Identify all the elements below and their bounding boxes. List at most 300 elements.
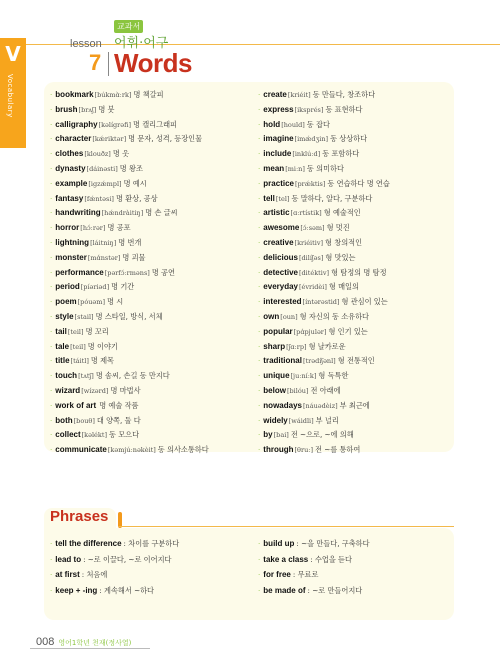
word-meaning: 부 널리 <box>315 415 339 425</box>
word-pronunciation: [hould] <box>281 120 305 129</box>
word-entry <box>50 414 250 429</box>
word-term: communicate <box>55 445 107 455</box>
word-pronunciation: [íntərəstid] <box>302 298 340 307</box>
bullet-icon: · <box>50 554 53 564</box>
word-entry <box>50 88 250 103</box>
bullet-icon: · <box>50 430 53 440</box>
word-meaning: 형 매일의 <box>328 282 359 292</box>
bullet-icon: · <box>258 149 261 159</box>
word-term: tail <box>55 326 67 336</box>
bullet-icon: · <box>50 208 53 218</box>
word-entry <box>258 132 452 147</box>
word-meaning: 동 의미하다 <box>306 163 344 173</box>
word-meaning: 전 아래에 <box>310 385 341 395</box>
word-meaning: 명 환상, 공상 <box>115 193 158 203</box>
word-entry <box>258 354 452 369</box>
word-meaning: 명 스타일, 방식, 서체 <box>95 311 163 321</box>
word-entry <box>50 103 250 118</box>
word-term: by <box>263 430 273 440</box>
phrase-term: build up <box>263 539 295 548</box>
bullet-icon: · <box>50 356 53 366</box>
word-meaning: 명 붓 <box>98 104 115 114</box>
word-meaning: 명 옷 <box>112 149 130 159</box>
word-entry <box>258 369 452 384</box>
phrase-meaning: : 무료로 <box>292 570 319 579</box>
word-meaning: 형 인기 있는 <box>328 326 368 336</box>
bullet-icon: · <box>50 415 53 425</box>
bullet-icon: · <box>50 282 53 292</box>
bullet-icon: · <box>50 90 53 99</box>
word-meaning: 명 책갈피 <box>133 90 164 99</box>
bullet-icon: · <box>258 282 261 292</box>
word-meaning: 동 말하다, 알다, 구분하다 <box>291 193 373 203</box>
word-term: collect <box>55 430 81 440</box>
word-pronunciation: [trədíʃənl] <box>302 357 336 366</box>
word-entry <box>50 236 250 251</box>
word-pronunciation: [ɑːrtístik] <box>290 209 322 218</box>
word-meaning: 명 손 글씨 <box>145 208 178 218</box>
word-pronunciation: [náuədèiz] <box>302 401 338 410</box>
bullet-icon: · <box>50 311 53 321</box>
word-pronunciation: [kəlígrəfi] <box>98 120 132 129</box>
bullet-icon: · <box>258 311 261 321</box>
bullet-icon: · <box>258 90 261 99</box>
bullet-icon: · <box>258 297 261 307</box>
word-entry <box>258 443 452 458</box>
page-title: Words <box>114 48 192 78</box>
word-pronunciation: [póuəm] <box>77 298 105 307</box>
word-entry <box>258 162 452 177</box>
word-entry <box>50 251 250 266</box>
word-meaning: 명 괴물 <box>122 252 146 262</box>
word-meaning: 명 마법사 <box>110 385 141 395</box>
word-pronunciation: [dáinəsti] <box>86 164 118 173</box>
word-entry <box>50 325 250 340</box>
word-pronunciation: [láitniŋ] <box>90 238 117 247</box>
word-meaning: 대 양쪽, 둘 다 <box>96 415 141 425</box>
word-term: through <box>263 445 294 455</box>
bullet-icon: · <box>258 371 261 381</box>
word-term: own <box>263 311 280 321</box>
word-entry <box>50 147 250 162</box>
bullet-icon: · <box>50 104 53 114</box>
word-meaning: 명 기간 <box>111 282 135 292</box>
word-pronunciation: [iksprés] <box>294 105 324 114</box>
word-meaning: 형 창의적인 <box>325 237 363 247</box>
bullet-icon: · <box>50 371 53 381</box>
bullet-icon: · <box>258 267 261 277</box>
word-term: popular <box>263 326 293 336</box>
word-pronunciation: [fǽntəsi] <box>84 194 114 203</box>
bullet-icon: · <box>50 163 53 173</box>
word-pronunciation: [igzǽmpl] <box>88 179 122 188</box>
tab-letter: V <box>5 42 21 66</box>
word-entry <box>258 251 452 266</box>
word-pronunciation: [klouðz] <box>84 150 111 159</box>
word-pronunciation: [brʌʃ] <box>78 105 97 114</box>
bullet-icon: · <box>50 223 53 233</box>
word-term: artistic <box>263 208 290 218</box>
word-pronunciation: [kǽriktər] <box>92 135 127 144</box>
phrase-entry <box>50 567 250 583</box>
word-term: detective <box>263 267 298 277</box>
word-entry <box>258 266 452 281</box>
word-entry <box>50 221 250 236</box>
bullet-icon: · <box>258 208 261 218</box>
word-entry <box>258 236 452 251</box>
textbook-badge: 교과서 <box>114 20 143 33</box>
word-meaning: 동 만들다, 창조하다 <box>312 90 376 99</box>
bullet-icon: · <box>50 570 53 579</box>
word-pronunciation: [oun] <box>280 312 298 321</box>
word-pronunciation: [juːníːk] <box>290 372 317 381</box>
word-term: monster <box>55 252 87 262</box>
word-term: below <box>263 385 286 395</box>
bullet-icon: · <box>258 237 261 247</box>
word-meaning: 명 공포 <box>107 223 131 233</box>
word-entry <box>50 369 250 384</box>
word-meaning: 형 자신의 동 소유하다 <box>299 311 369 321</box>
word-meaning: 명 시 <box>106 297 124 307</box>
word-meaning: 명 번개 <box>118 237 142 247</box>
word-pronunciation: [prǽktis] <box>294 179 326 188</box>
word-term: touch <box>55 371 78 381</box>
word-meaning: 명 솜씨, 손길 동 만지다 <box>95 371 170 381</box>
phrase-term: keep + -ing <box>55 585 98 595</box>
page-footer <box>36 636 131 648</box>
word-pronunciation: [tʌtʃ] <box>78 372 94 381</box>
phrase-term: tell the difference <box>55 539 122 548</box>
word-entry <box>258 414 452 429</box>
bullet-icon: · <box>50 134 53 144</box>
word-entry <box>50 177 250 192</box>
word-term: hold <box>263 119 281 129</box>
word-meaning: 형 관심이 있는 <box>341 297 388 307</box>
word-pronunciation: [táitl] <box>70 357 89 366</box>
phrase-entry <box>258 567 452 583</box>
bullet-icon: · <box>50 193 53 203</box>
bullet-icon: · <box>258 119 261 129</box>
bullet-icon: · <box>258 178 261 188</box>
words-panel <box>44 82 454 455</box>
word-term: practice <box>263 178 294 188</box>
bullet-icon: · <box>50 119 53 129</box>
phrase-meaning: : 계속해서 ~하다 <box>99 585 154 595</box>
word-pronunciation: [inklúːd] <box>292 150 321 159</box>
bullet-icon: · <box>50 445 53 455</box>
bullet-icon: · <box>50 149 53 159</box>
word-entry <box>258 399 452 414</box>
word-meaning: 명 제목 <box>90 356 114 366</box>
word-meaning: 명 문자, 성격, 등장인물 <box>128 134 203 144</box>
bullet-icon: · <box>258 193 261 203</box>
bullet-icon: · <box>258 400 261 410</box>
word-meaning: 형 탐정의 명 탐정 <box>331 267 387 277</box>
word-term: wizard <box>55 385 81 395</box>
word-term: character <box>55 134 92 144</box>
word-term: sharp <box>263 341 286 351</box>
word-meaning: 명 예술 작품 <box>99 400 139 410</box>
bullet-icon: · <box>258 326 261 336</box>
bullet-icon: · <box>50 585 53 595</box>
word-pronunciation: [bouθ] <box>73 416 95 425</box>
word-entry <box>50 295 250 310</box>
bullet-icon: · <box>258 341 261 351</box>
word-pronunciation: [wáidli] <box>288 416 314 425</box>
word-entry <box>258 295 452 310</box>
word-meaning: 명 왕조 <box>119 163 143 173</box>
bullet-icon: · <box>258 104 261 114</box>
word-term: title <box>55 356 70 366</box>
word-entry <box>258 103 452 118</box>
word-term: style <box>55 311 74 321</box>
word-pronunciation: [teil] <box>67 327 84 336</box>
word-term: period <box>55 282 80 292</box>
word-term: horror <box>55 223 80 233</box>
bullet-icon: · <box>258 385 261 395</box>
word-meaning: 명 예시 <box>123 178 147 188</box>
word-pronunciation: [wízərd] <box>81 386 109 395</box>
word-meaning: 형 날카로운 <box>308 341 346 351</box>
word-entry <box>258 177 452 192</box>
word-term: delicious <box>263 252 298 262</box>
word-entry <box>50 443 250 458</box>
phrase-entry <box>50 536 250 552</box>
word-meaning: 전 ~으로, ~에 의해 <box>290 430 354 440</box>
word-term: lightning <box>55 237 90 247</box>
word-pronunciation: [θruː] <box>294 446 313 455</box>
word-pronunciation: [ɔ́ːsəm] <box>300 224 325 233</box>
word-meaning: 전 ~를 통하여 <box>314 445 361 455</box>
phrase-term: at first <box>55 570 80 579</box>
word-meaning: 형 예술적인 <box>323 208 361 218</box>
word-term: create <box>263 90 287 99</box>
word-term: poem <box>55 297 77 307</box>
word-meaning: 동 포함하다 <box>322 149 360 159</box>
word-entry <box>50 280 250 295</box>
phrase-term: be made of <box>263 585 306 595</box>
word-term: tell <box>263 193 275 203</box>
word-term: fantasy <box>55 193 84 203</box>
word-entry <box>50 132 250 147</box>
phrases-rule <box>118 526 454 527</box>
word-meaning: 명 공연 <box>151 267 175 277</box>
word-entry <box>50 192 250 207</box>
bullet-icon: · <box>50 178 53 188</box>
word-term: handwriting <box>55 208 101 218</box>
word-meaning: 형 맛있는 <box>325 252 356 262</box>
bullet-icon: · <box>258 252 261 262</box>
word-meaning: 동 상상하다 <box>330 134 368 144</box>
bullet-icon: · <box>50 400 53 410</box>
word-pronunciation: [kəlékt] <box>81 431 107 440</box>
phrases-left-column <box>50 536 250 598</box>
word-entry <box>50 340 250 355</box>
header-divider <box>108 52 109 76</box>
word-term: calligraphy <box>55 119 98 129</box>
word-entry <box>50 310 250 325</box>
word-entry <box>50 162 250 177</box>
word-meaning: 부 최근에 <box>339 400 370 410</box>
word-meaning: 동 잡다 <box>306 119 330 129</box>
word-pronunciation: [bilóu] <box>286 386 309 395</box>
bullet-icon: · <box>50 267 53 277</box>
tab-text: Vocabulary <box>6 74 14 118</box>
word-pronunciation: [hɔ́ːrər] <box>80 224 106 233</box>
word-entry <box>50 384 250 399</box>
lesson-number: 7 <box>89 50 102 75</box>
word-term: interested <box>263 297 302 307</box>
word-pronunciation: [imǽdʒin] <box>294 135 329 144</box>
word-term: creative <box>263 237 294 247</box>
footer-rule <box>30 648 150 649</box>
word-pronunciation: [pərfɔ́ːrməns] <box>104 268 150 277</box>
phrase-entry <box>50 583 250 599</box>
word-term: bookmark <box>55 90 94 99</box>
word-pronunciation: [kəmjúːnəkèit] <box>107 446 156 455</box>
word-meaning: 명 꼬리 <box>85 326 109 336</box>
word-pronunciation: [píəriəd] <box>80 283 110 292</box>
phrase-entry <box>258 536 452 552</box>
word-pronunciation: [pɑ́pjulər] <box>293 327 327 336</box>
word-pronunciation: [stail] <box>74 312 94 321</box>
word-pronunciation: [miːn] <box>285 164 305 173</box>
word-entry <box>258 221 452 236</box>
word-term: unique <box>263 371 290 381</box>
word-meaning: 동 연습하다 명 연습 <box>327 178 390 188</box>
word-meaning: 형 독특한 <box>318 371 349 381</box>
phrase-entry <box>258 583 452 599</box>
bullet-icon: · <box>258 445 261 455</box>
word-pronunciation: [hǽndràitiŋ] <box>101 209 144 218</box>
word-entry <box>258 325 452 340</box>
word-entry <box>50 266 250 281</box>
bullet-icon: · <box>258 430 261 440</box>
word-pronunciation: [bai] <box>273 431 289 440</box>
bullet-icon: · <box>258 539 261 548</box>
word-entry <box>50 399 250 414</box>
word-entry <box>258 384 452 399</box>
word-term: include <box>263 149 292 159</box>
word-entry <box>258 192 452 207</box>
word-term: imagine <box>263 134 294 144</box>
phrase-meaning: : 수업을 듣다 <box>310 554 352 564</box>
phrase-term: lead to <box>55 554 82 564</box>
word-pronunciation: [teil] <box>70 342 86 351</box>
word-term: awesome <box>263 223 300 233</box>
word-pronunciation: [ʃɑːrp] <box>286 342 307 351</box>
word-meaning: 형 전통적인 <box>337 356 375 366</box>
word-meaning: 동 의사소통하다 <box>157 445 209 455</box>
word-entry <box>258 206 452 221</box>
vocabulary-side-tab <box>0 38 26 148</box>
word-entry <box>50 206 250 221</box>
bullet-icon: · <box>258 570 261 579</box>
bullet-icon: · <box>50 385 53 395</box>
word-term: clothes <box>55 149 84 159</box>
word-term: everyday <box>263 282 298 292</box>
phrases-panel <box>44 528 454 620</box>
words-left-column <box>50 88 250 458</box>
word-entry <box>258 118 452 133</box>
phrase-term: for free <box>263 570 291 579</box>
footer-brand: 영어1학년 천재(정사열) <box>58 639 132 647</box>
word-term: brush <box>55 104 78 114</box>
word-entry <box>258 340 452 355</box>
words-right-column <box>258 88 452 458</box>
phrases-right-column <box>258 536 452 598</box>
word-entry <box>258 310 452 325</box>
word-entry <box>50 428 250 443</box>
bullet-icon: · <box>50 341 53 351</box>
word-term: mean <box>263 163 285 173</box>
word-term: traditional <box>263 356 302 366</box>
word-entry <box>258 280 452 295</box>
phrase-entry <box>50 552 250 568</box>
word-pronunciation: [mɑ́nstər] <box>87 253 121 262</box>
word-term: example <box>55 178 88 188</box>
phrase-meaning: : ~로 만들어지다 <box>307 585 363 595</box>
bullet-icon: · <box>258 415 261 425</box>
word-meaning: 명 캘리그래피 <box>133 119 177 129</box>
lesson-label: lesson <box>70 38 102 50</box>
bullet-icon: · <box>50 297 53 307</box>
phrase-meaning: : 차이를 구분하다 <box>123 539 180 548</box>
word-meaning: 명 이야기 <box>87 341 118 351</box>
phrase-meaning: : 처음에 <box>81 570 108 579</box>
word-entry <box>50 118 250 133</box>
phrase-entry <box>258 552 452 568</box>
phrase-meaning: : ~을 만들다, 구축하다 <box>296 539 370 548</box>
word-meaning: 동 표현하다 <box>325 104 363 114</box>
word-entry <box>258 428 452 443</box>
word-meaning: 형 멋진 <box>326 223 350 233</box>
bullet-icon: · <box>258 554 261 564</box>
word-pronunciation: [búkmɑ̀ːrk] <box>94 91 132 99</box>
word-term: dynasty <box>55 163 86 173</box>
bullet-icon: · <box>50 237 53 247</box>
word-term: widely <box>263 415 288 425</box>
phrase-meaning: : ~로 이끌다, ~로 이어지다 <box>83 554 172 564</box>
phrase-term: take a class <box>263 554 309 564</box>
word-term: both <box>55 415 73 425</box>
word-entry <box>258 88 452 103</box>
word-term: express <box>263 104 294 114</box>
page-number: 008 <box>36 636 55 648</box>
bullet-icon: · <box>258 585 261 595</box>
word-entry <box>50 354 250 369</box>
word-pronunciation: [tel] <box>275 194 290 203</box>
phrases-title: Phrases <box>50 508 109 525</box>
word-term: nowadays <box>263 400 302 410</box>
bullet-icon: · <box>50 326 53 336</box>
word-pronunciation: [évridèi] <box>299 283 327 292</box>
bullet-icon: · <box>50 539 53 548</box>
bullet-icon: · <box>258 223 261 233</box>
word-term: tale <box>55 341 70 351</box>
bullet-icon: · <box>50 252 53 262</box>
word-pronunciation: [kriéit] <box>287 91 311 99</box>
word-term: performance <box>55 267 104 277</box>
word-pronunciation: [kriéitiv] <box>294 238 324 247</box>
word-pronunciation: [dilíʃəs] <box>298 253 324 262</box>
word-term: work of art <box>55 400 97 410</box>
bullet-icon: · <box>258 134 261 144</box>
bullet-icon: · <box>258 356 261 366</box>
word-pronunciation: [ditéktiv] <box>298 268 330 277</box>
word-entry <box>258 147 452 162</box>
page-subtitle: 어휘·어구 <box>114 36 169 51</box>
